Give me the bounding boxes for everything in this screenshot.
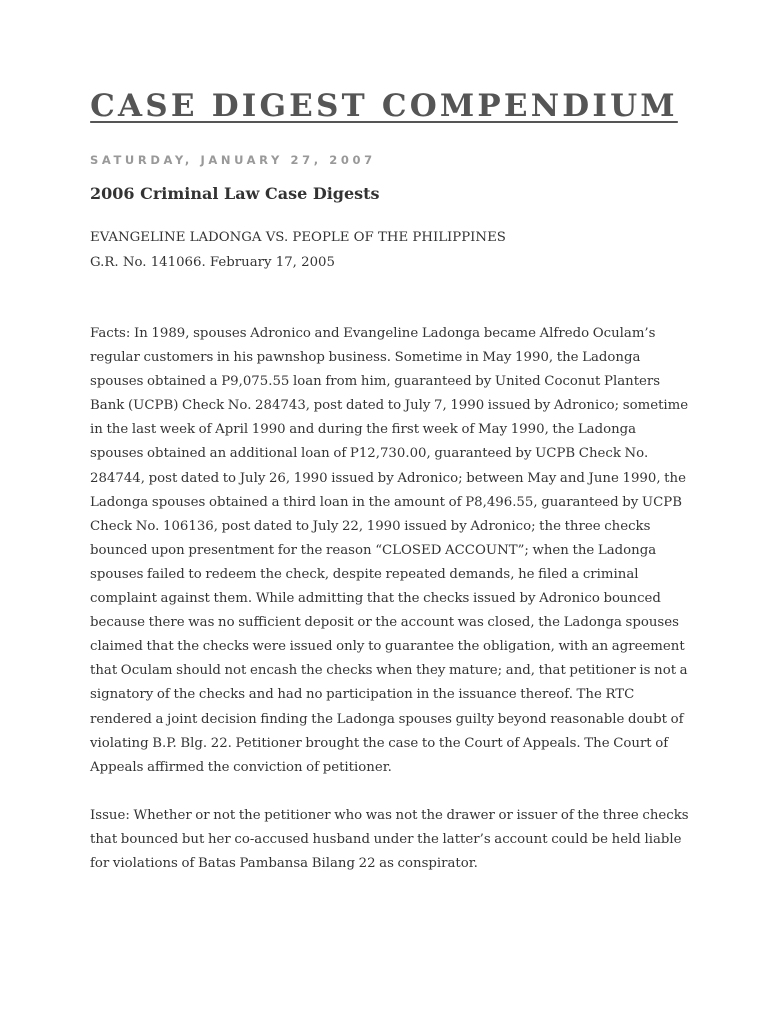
case-title: EVANGELINE LADONGA VS. PEOPLE OF THE PHILIPPINES (90, 230, 506, 245)
case-number: G.R. No. 141066. February 17, 2005 (90, 255, 335, 270)
blog-title[interactable]: CASE DIGEST COMPENDIUM (90, 88, 678, 124)
post-title[interactable]: 2006 Criminal Law Case Digests (90, 184, 380, 203)
facts-paragraph: Facts: In 1989, spouses Adronico and Evangeline Ladonga became Alfredo Oculam’s regular customers in his pawnshop business. Sometime in May 1990, the Ladonga spouses obtained a P9,075.55 loan from him, guaranteed by United Coconut Planters Bank (UCPB) Check No. 284743, post dated to July 7, 1990 issued by Adronico; sometime in the last week of April 1990 and during the first week of May 1990, the Ladonga spouses obtained an additional loan of P12,730.00, guaranteed by UCPB Check No. 284744, post dated to July 26, 1990 issued by Adronico; between May and June 1990, the Ladonga spouses obtained a third loan in the amount of P8,496.55, guaranteed by UCPB Check No. 106136, post dated to July 22, 1990 issued by Adronico; the three checks bounced upon presentment for the reason “CLOSED ACCOUNT”; when the Ladonga spouses failed to redeem the check, despite repeated demands, he filed a criminal complaint against them. While admitting that the checks issued by Adronico bounced because there was no sufficient deposit or the account was closed, the Ladonga spouses claimed that the checks were issued only to guarantee the obligation, with an agreement that Oculam should not encash the checks when they mature; and, that petitioner is not a signatory of the checks and had no participation in the issuance thereof. The RTC rendered a joint decision finding the Ladonga spouses guilty beyond reasonable doubt of violating B.P. Blg. 22. Petitioner brought the case to the Court of Appeals. The Court of Appeals affirmed the conviction of petitioner. (90, 326, 689, 775)
issue-paragraph: Issue: Whether or not the petitioner who was not the drawer or issuer of the three checks that bounced but her co-accused husband under the latter’s account could be held liable for violations of Batas Pambansa Bilang 22 as conspirator. (90, 808, 689, 872)
post-date-header: SATURDAY, JANUARY 27, 2007 (90, 153, 376, 167)
